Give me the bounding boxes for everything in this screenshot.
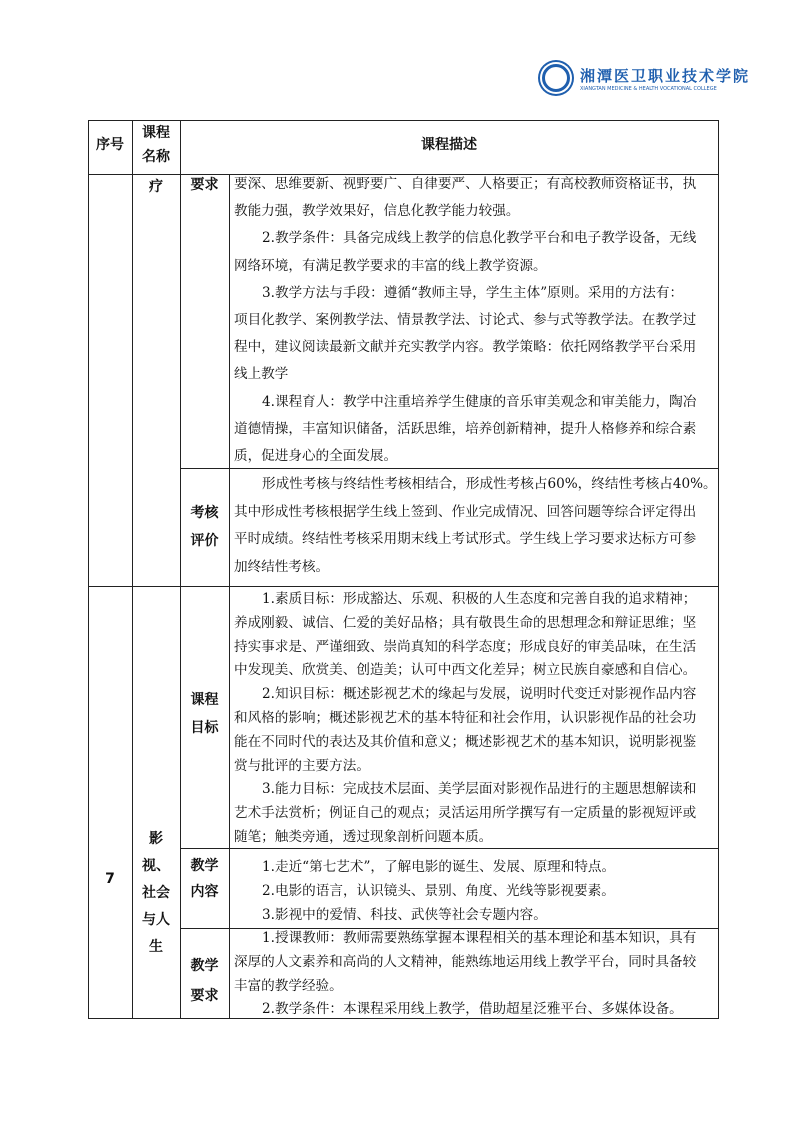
- text-line: 丰富的教学经验。: [234, 977, 343, 994]
- text-line: 艺术手法赏析；例证自己的观点；灵活运用所学撰写有一定质量的影视短评或: [234, 805, 697, 822]
- text-line: 1.素质目标：形成豁达、乐观、积极的人生态度和完善自我的追求精神；: [262, 591, 697, 607]
- text-line: 程中，建议阅读最新文献并充实教学内容。教学策略：依托网络教学平台采用: [234, 339, 697, 356]
- eval-label: 考核 评价: [190, 505, 219, 549]
- text-line: 3.能力目标：完成技术层面、美学层面对影视作品进行的主题思想解读和: [262, 781, 697, 798]
- text-line: 道德情操，丰富知识储备，活跃思维，培养创新精神，提升人格修养和综合素: [234, 420, 697, 437]
- text-line: 深厚的人文素养和高尚的人文精神，能熟练地运用线上教学平台，同时具备较: [234, 953, 697, 970]
- text-line: 赏与批评的主要方法。: [234, 757, 370, 774]
- text-line: 1.授课教师：教师需要熟练掌握本课程相关的基本理论和基本知识，具有: [262, 930, 697, 946]
- text-line: 随笔；触类旁通，透过现象剖析问题本质。: [234, 828, 493, 845]
- text-line: 2.电影的语言，认识镜头、景别、角度、光线等影视要素。: [262, 883, 615, 899]
- text-line: 3.教学方法与手段：遵循“教师主导，学生主体”原则。采用的方法有：: [262, 284, 684, 301]
- logo-english: XIANGTAN MEDICINE & HEALTH VOCATIONAL COLLEGE: [580, 85, 717, 92]
- college-logo: [538, 60, 750, 96]
- req-text: [234, 171, 718, 470]
- teach-req-text: [234, 927, 718, 1022]
- header-name-1: 课程: [142, 125, 170, 141]
- text-line: 2.知识目标：概述影视艺术的缘起与发展，说明时代变迁对影视作品内容: [262, 686, 697, 703]
- text-line: 加终结性考核。: [234, 559, 330, 576]
- text-line: 网络环境，有满足教学要求的丰富的线上教学资源。: [234, 257, 547, 274]
- text-line: 教能力强，教学效果好，信息化教学能力较强。: [234, 203, 520, 220]
- college-emblem-icon: [538, 60, 574, 96]
- row-seq: 7: [105, 871, 115, 887]
- table-border: [229, 174, 230, 1019]
- text-line: 中发现美、欣赏美、创造美；认可中西文化差异；树立民族自豪感和自信心。: [234, 662, 697, 679]
- header-name-2: 名称: [142, 149, 170, 165]
- course-name-line: 社会: [142, 885, 170, 901]
- header-seq: 序号: [96, 137, 124, 153]
- goal-label: 课程 目标: [190, 692, 219, 736]
- teach-req-label: 教学 要求: [190, 958, 219, 1004]
- text-line: 要深、思维要新、视野要广、自律要严、人格要正；有高校教师资格证书，执: [234, 176, 697, 192]
- text-line: 线上教学: [234, 366, 289, 383]
- text-line: 形成性考核与终结性考核相结合，形成性考核占60%，终结性考核占40%。: [262, 476, 717, 492]
- table-border: [718, 120, 719, 1019]
- text-line: 2.教学条件：具备完成线上教学的信息化教学平台和电子教学设备，无线: [262, 230, 697, 247]
- text-line: 2.教学条件：本课程采用线上教学，借助超星泛雅平台、多媒体设备。: [262, 1001, 683, 1018]
- text-line: 平时成绩。终结性考核采用期末线上考试形式。学生线上学习要求达标方可参: [234, 531, 697, 548]
- header-desc: 课程描述: [421, 137, 477, 153]
- content-label: 教学 内容: [190, 858, 219, 900]
- text-line: 和风格的影响；概述影视艺术的基本特征和社会作用，认识影视作品的社会功: [234, 709, 697, 726]
- text-line: 3.影视中的爱情、科技、武侠等社会专题内容。: [262, 907, 547, 923]
- course-name-line: 影: [149, 831, 163, 847]
- content-text: [234, 855, 718, 927]
- text-line: 持实事求是、严谨细致、崇尚真知的科学态度；形成良好的审美品味，在生活: [234, 638, 697, 655]
- text-line: 1.走近“第七艺术”，了解电影的诞生、发展、原理和特点。: [262, 859, 616, 875]
- text-line: 项目化教学、案例教学法、情景教学法、讨论式、参与式等教学法。在教学过: [234, 311, 697, 328]
- text-line: 4.课程育人：教学中注重培养学生健康的音乐审美观念和审美能力，陶冶: [262, 393, 697, 410]
- course-name-line: 生: [149, 939, 163, 955]
- text-line: 其中形成性考核根据学生线上签到、作业完成情况、回答问题等综合评定得出: [234, 503, 697, 520]
- course-name-line: 与人: [142, 912, 170, 928]
- req-label: 要求: [190, 177, 219, 193]
- text-line: 能在不同时代的表达及其价值和意义；概述影视艺术的基本知识，说明影视鉴: [234, 733, 697, 750]
- table-border: [88, 586, 719, 587]
- course-name-line: 视、: [142, 858, 170, 874]
- text-line: 质，促进身心的全面发展。: [234, 447, 398, 464]
- goal-text: [234, 588, 718, 850]
- eval-text: [234, 471, 718, 582]
- logo-chinese: 湘潭医卫职业技术学院: [580, 66, 751, 85]
- course-name: 疗: [149, 179, 163, 195]
- table-border: [88, 120, 719, 121]
- text-line: 养成刚毅、诚信、仁爱的美好品格；具有敬畏生命的思想理念和辩证思维；坚: [234, 614, 697, 631]
- course-name: [132, 826, 180, 961]
